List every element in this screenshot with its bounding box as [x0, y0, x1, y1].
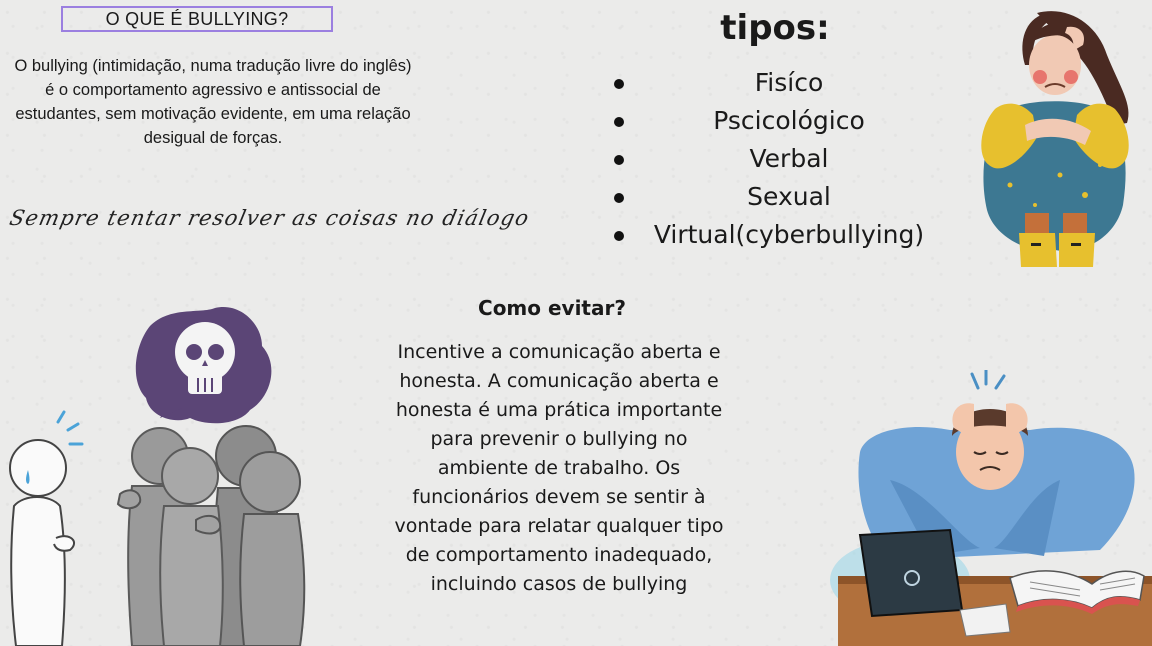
stressed-man-illustration [830, 370, 1152, 646]
prevention-title: Como evitar? [478, 296, 626, 320]
list-item: Sexual [610, 178, 940, 216]
prevention-text: Incentive a comunicação aberta e honesta. A comunicação aberta e honesta é uma prática importante para prevenir o bullying no ambiente de trabalho. Os funcionários devem se sentir à vontade para relatar qualquer tipo de comportamento inadequado, incluindo casos de bullying [394, 341, 724, 595]
list-item: Pscicológico [610, 102, 940, 140]
advice-text: Sempre tentar resolver as coisas no diálogo [7, 206, 532, 230]
section-title: O QUE É BULLYING? [61, 6, 333, 32]
sad-girl-illustration [975, 5, 1135, 270]
list-item: Fisíco [610, 64, 940, 102]
list-item: Virtual(cyberbullying) [610, 216, 940, 254]
definition-text: O bullying (intimidação, numa tradução livre do inglês) é o comportamento agressivo e antissocial de estudantes, sem motivação evidente, em uma relação desigual de forças. [14, 57, 412, 147]
bullying-group-illustration [0, 306, 330, 646]
list-item: Verbal [610, 140, 940, 178]
types-list [610, 64, 940, 254]
types-title: tipos: [720, 8, 830, 48]
